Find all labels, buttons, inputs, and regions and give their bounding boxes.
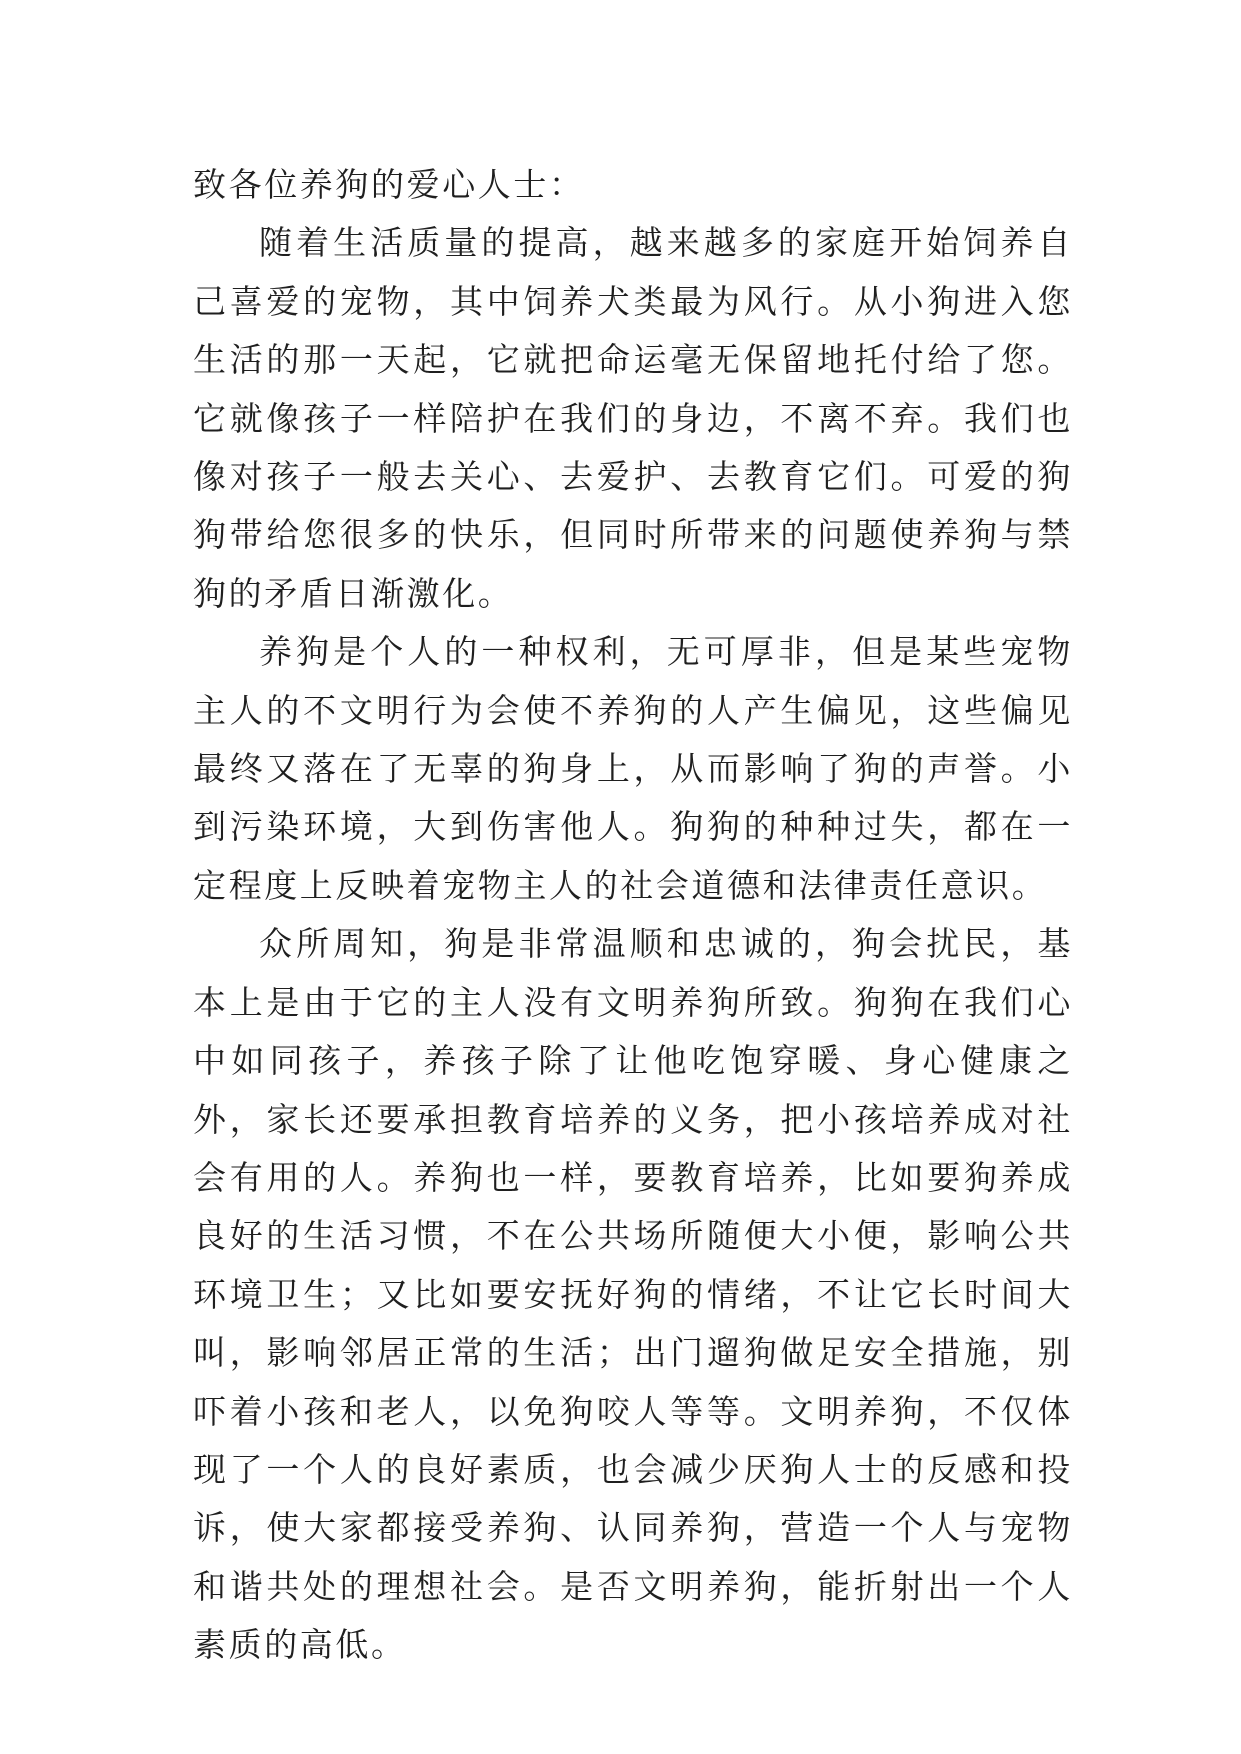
- paragraph-1: 随着生活质量的提高，越来越多的家庭开始饲养自己喜爱的宠物，其中饲养犬类最为风行。从小狗进入您生活的那一天起，它就把命运毫无保留地托付给了您。它就像孩子一样陪护在我们的身边，不离不弃。我们也像对孩子一般去关心、去爱护、去教育它们。可爱的狗狗带给您很多的快乐，但同时所带来的问题使养狗与禁狗的矛盾日渐激化。: [193, 223, 1073, 613]
- letter-salutation: 致各位养狗的爱心人士：: [193, 165, 585, 204]
- paragraph-2: 养狗是个人的一种权利，无可厚非，但是某些宠物主人的不文明行为会使不养狗的人产生偏见，这些偏见最终又落在了无辜的狗身上，从而影响了狗的声誉。小到污染环境，大到伤害他人。狗狗的种种过失，都在一定程度上反映着宠物主人的社会道德和法律责任意识。: [193, 632, 1073, 905]
- letter-body: [193, 156, 1073, 1675]
- paragraph-3: 众所周知，狗是非常温顺和忠诚的，狗会扰民，基本上是由于它的主人没有文明养狗所致。狗狗在我们心中如同孩子，养孩子除了让他吃饱穿暖、身心健康之外，家长还要承担教育培养的义务，把小孩培养成对社会有用的人。养狗也一样，要教育培养，比如要狗养成良好的生活习惯，不在公共场所随便大小便，影响公共环境卫生；又比如要安抚好狗的情绪，不让它长时间大叫，影响邻居正常的生活；出门遛狗做足安全措施，别吓着小孩和老人，以免狗咬人等等。文明养狗，不仅体现了一个人的良好素质，也会减少厌狗人士的反感和投诉，使大家都接受养狗、认同养狗，营造一个人与宠物和谐共处的理想社会。是否文明养狗，能折射出一个人素质的高低。: [193, 924, 1073, 1665]
